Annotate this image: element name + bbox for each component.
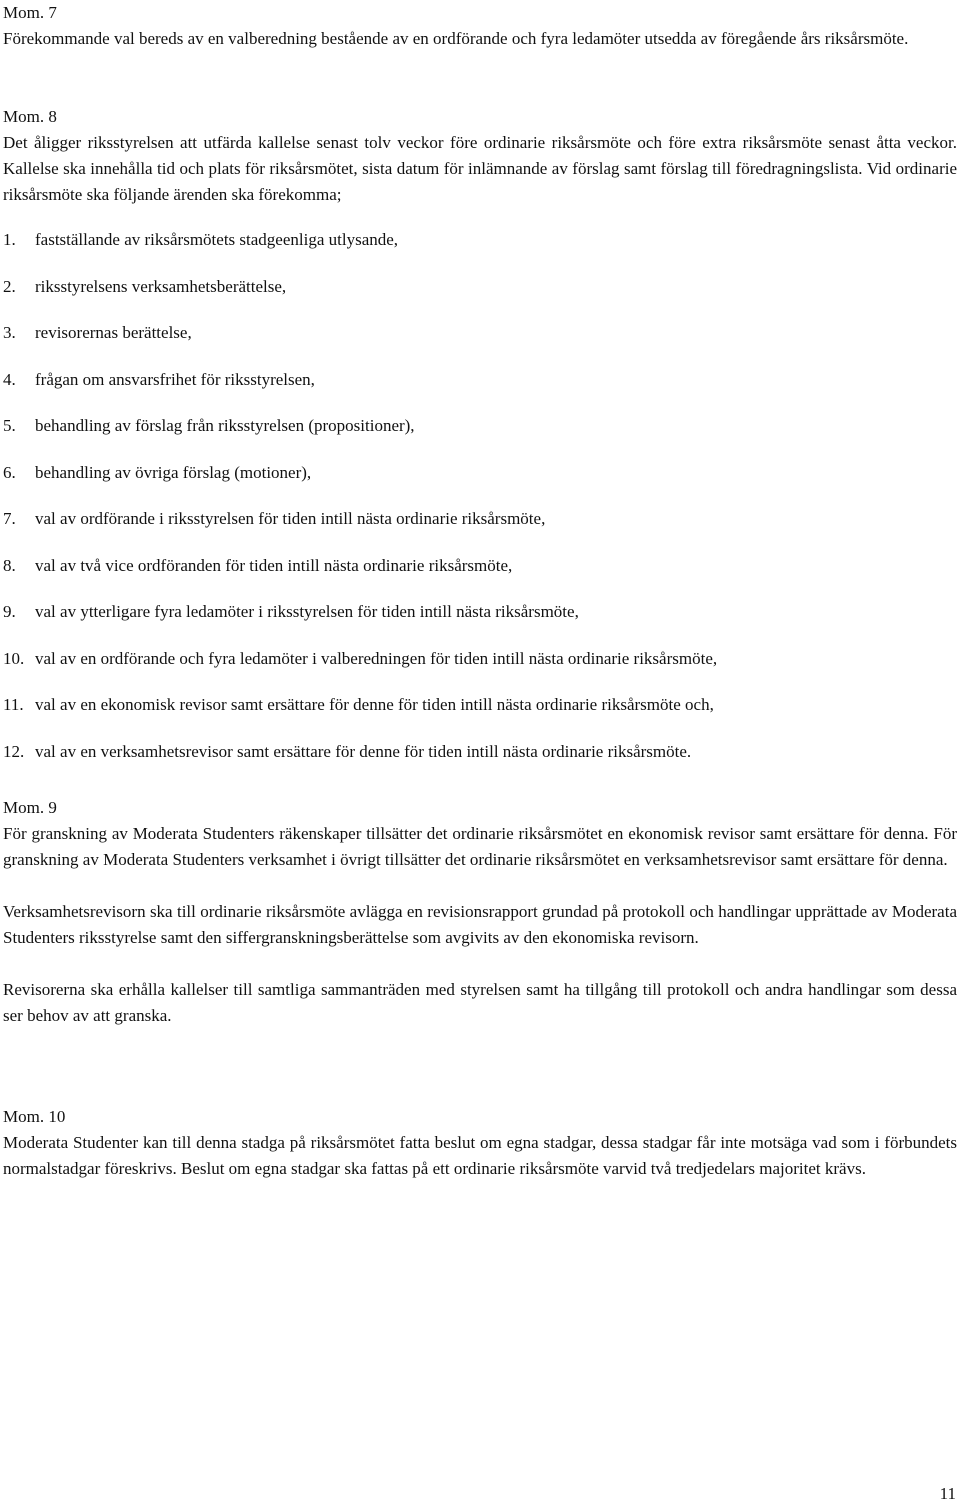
- section-paragraph: Det åligger riksstyrelsen att utfärda kallelse senast tolv veckor före ordinarie riksårsmöte och före extra riksårsmöte senast åtta veckor. Kallelse ska innehålla tid och plats för riksårsmötet, sista datum för inlämnande av förslag samt förslag till föredragningslista. Vid ordinarie riksårsmöte ska följande ärenden ska förekomma;: [3, 133, 957, 204]
- list-item-text: riksstyrelsens verksamhetsberättelse,: [35, 276, 287, 296]
- section-heading: Mom. 10: [3, 1107, 66, 1126]
- list-item: [3, 367, 957, 414]
- list-item: [3, 646, 957, 693]
- list-item-text: frågan om ansvarsfrihet för riksstyrelsen,: [35, 369, 315, 389]
- list-item: [3, 506, 957, 553]
- list-item-text: revisorernas berättelse,: [35, 323, 192, 342]
- section-heading: Mom. 7: [3, 3, 57, 22]
- list-item-text: val av en ordförande och fyra ledamöter i valberedningen för tiden intill nästa ordinarie riksårsmöte,: [35, 648, 718, 668]
- section-mom-7: [3, 0, 957, 52]
- list-item-text: behandling av övriga förslag (motioner),: [35, 462, 312, 482]
- list-item-number: 4.: [3, 369, 16, 389]
- list-item-number: 12.: [3, 741, 25, 761]
- list-item-number: 1.: [3, 230, 16, 249]
- section-heading: Mom. 8: [3, 107, 57, 126]
- section-heading: Mom. 9: [3, 798, 57, 817]
- list-item-number: 2.: [3, 276, 16, 296]
- list-item: [3, 739, 957, 786]
- list-item-number: 9.: [3, 602, 16, 621]
- list-item-number: 5.: [3, 416, 16, 435]
- agenda-list: [3, 227, 957, 785]
- list-item: [3, 599, 957, 646]
- section-paragraph: Verksamhetsrevisorn ska till ordinarie riksårsmöte avlägga en revisionsrapport grundad på protokoll och handlingar upprättade av Moderata Studenters riksstyrelse samt den siffergranskningsberättelse som avgivits av den ekonomiska revisorn.: [3, 902, 957, 947]
- section-paragraph: Revisorerna ska erhålla kallelser till samtliga sammanträden med styrelsen samt ha tillgång till protokoll och andra handlingar som dessa ser behov av att granska.: [3, 980, 957, 1025]
- list-item-text: val av en verksamhetsrevisor samt ersättare för denne för tiden intill nästa ordinarie riksårsmöte.: [35, 741, 692, 761]
- section-paragraph: För granskning av Moderata Studenters räkenskaper tillsätter det ordinarie riksårsmötet en ekonomisk revisor samt ersättare för denna. För granskning av Moderata Studenters verksamhet i övrigt tillsätter det ordinarie riksårsmötet en verksamhetsrevisor samt ersättare för denna.: [3, 824, 957, 869]
- section-paragraph: Förekommande val bereds av en valberedning bestående av en ordförande och fyra ledamöter utsedda av föregående års riksårsmöte.: [3, 29, 909, 48]
- list-item-text: behandling av förslag från riksstyrelsen (propositioner),: [35, 416, 415, 435]
- section-mom-10: [3, 1104, 957, 1182]
- list-item-text: fastställande av riksårsmötets stadgeenliga utlysande,: [35, 230, 399, 249]
- list-item-number: 7.: [3, 509, 16, 528]
- section-paragraph: Moderata Studenter kan till denna stadga på riksårsmötet fatta beslut om egna stadgar, dessa stadgar får inte motsäga vad som i förbundets normalstadgar föreskrivs. Beslut om egna stadgar ska fattas på ett ordinarie riksårsmöte varvid två tredjedelars majoritet krävs.: [3, 1133, 957, 1178]
- list-item: [3, 692, 957, 739]
- list-item: [3, 274, 957, 321]
- list-item: [3, 413, 957, 460]
- list-item-text: val av en ekonomisk revisor samt ersättare för denne för tiden intill nästa ordinarie riksårsmöte och,: [35, 695, 714, 714]
- list-item-number: 6.: [3, 462, 16, 482]
- list-item-number: 3.: [3, 323, 16, 342]
- page-number: 11: [939, 1484, 956, 1503]
- list-item-number: 11.: [3, 695, 24, 714]
- list-item: [3, 227, 957, 274]
- list-item-text: val av ordförande i riksstyrelsen för tiden intill nästa ordinarie riksårsmöte,: [35, 509, 546, 528]
- list-item: [3, 460, 957, 507]
- list-item: [3, 320, 957, 367]
- list-item-number: 8.: [3, 555, 16, 575]
- list-item-text: val av ytterligare fyra ledamöter i riksstyrelsen för tiden intill nästa riksårsmöte,: [35, 602, 579, 621]
- list-item: [3, 553, 957, 600]
- list-item-text: val av två vice ordföranden för tiden intill nästa ordinarie riksårsmöte,: [35, 555, 513, 575]
- list-item-number: 10.: [3, 648, 25, 668]
- section-mom-9: [3, 795, 957, 1029]
- section-mom-8: [3, 104, 957, 208]
